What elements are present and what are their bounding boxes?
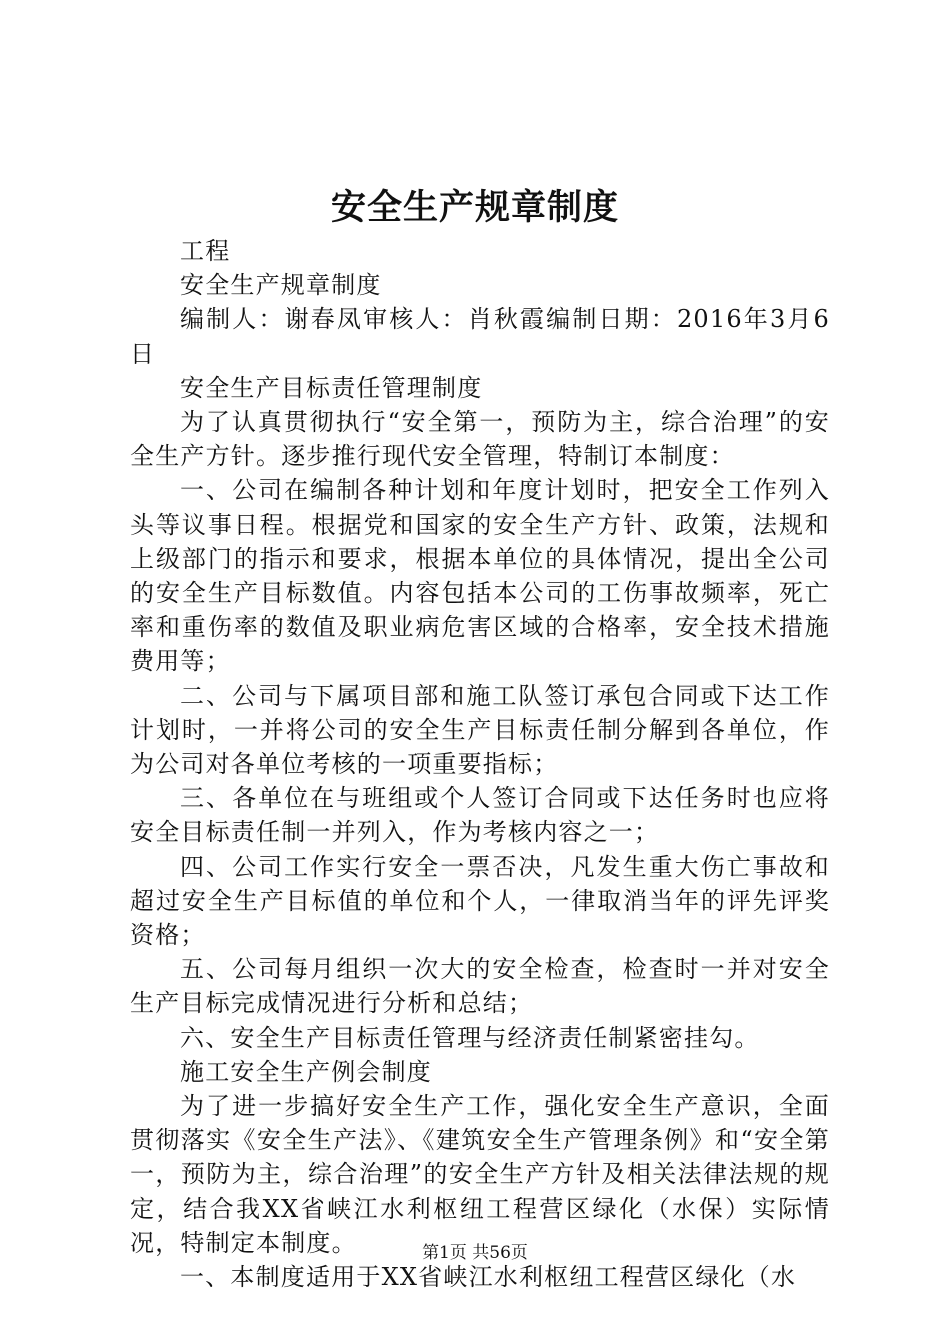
paragraph: 编制人：谢春凤审核人：肖秋霞编制日期：2016年3月6日	[130, 305, 830, 368]
paragraph: 施工安全生产例会制度	[180, 1057, 432, 1086]
document-title: 安全生产规章制度	[330, 187, 619, 228]
paragraph: 二、公司与下属项目部和施工队签订承包合同或下达工作计划时，一并将公司的安全生产目标责任制分解到各单位，作为公司对各单位考核的一项重要指标；	[130, 681, 830, 779]
paragraph: 工程	[180, 237, 231, 265]
paragraph: 三、各单位在与班组或个人签订合同或下达任务时也应将安全目标责任制一并列入，作为考核内容之一；	[130, 784, 830, 847]
paragraph: 四、公司工作实行安全一票否决，凡发生重大伤亡事故和超过安全生产目标值的单位和个人，一律取消当年的评先评奖资格；	[130, 852, 830, 950]
paragraph: 安全生产目标责任管理制度	[180, 373, 483, 402]
paragraph: 一、本制度适用于XX省峡江水利枢纽工程营区绿化（水	[180, 1263, 797, 1292]
paragraph: 六、安全生产目标责任管理与经济责任制紧密挂勾。	[180, 1023, 760, 1052]
paragraph: 安全生产规章制度	[180, 271, 382, 300]
paragraph: 为了认真贯彻执行“安全第一，预防为主，综合治理”的安全生产方针。逐步推行现代安全管理，特制订本制度：	[130, 408, 830, 471]
document-body	[130, 234, 830, 1294]
paragraph: 五、公司每月组织一次大的安全检查，检查时一并对安全生产目标完成情况进行分析和总结；	[130, 955, 830, 1018]
page-footer: 第1页 共56页	[422, 1243, 528, 1263]
paragraph: 一、公司在编制各种计划和年度计划时，把安全工作列入头等议事日程。根据党和国家的安全生产方针、政策，法规和上级部门的指示和要求，根据本单位的具体情况，提出全公司的安全生产目标数值。内容包括本公司的工伤事故频率，死亡率和重伤率的数值及职业病危害区域的合格率，安全技术措施费用等；	[130, 476, 830, 676]
paragraph: 为了进一步搞好安全生产工作，强化安全生产意识，全面贯彻落实《安全生产法》、《建筑安全生产管理条例》和“安全第一，预防为主，综合治理”的安全生产方针及相关法律法规的规定，结合我XX省峡江水利枢纽工程营区绿化（水保）实际情况，特制定本制度。	[130, 1092, 830, 1257]
